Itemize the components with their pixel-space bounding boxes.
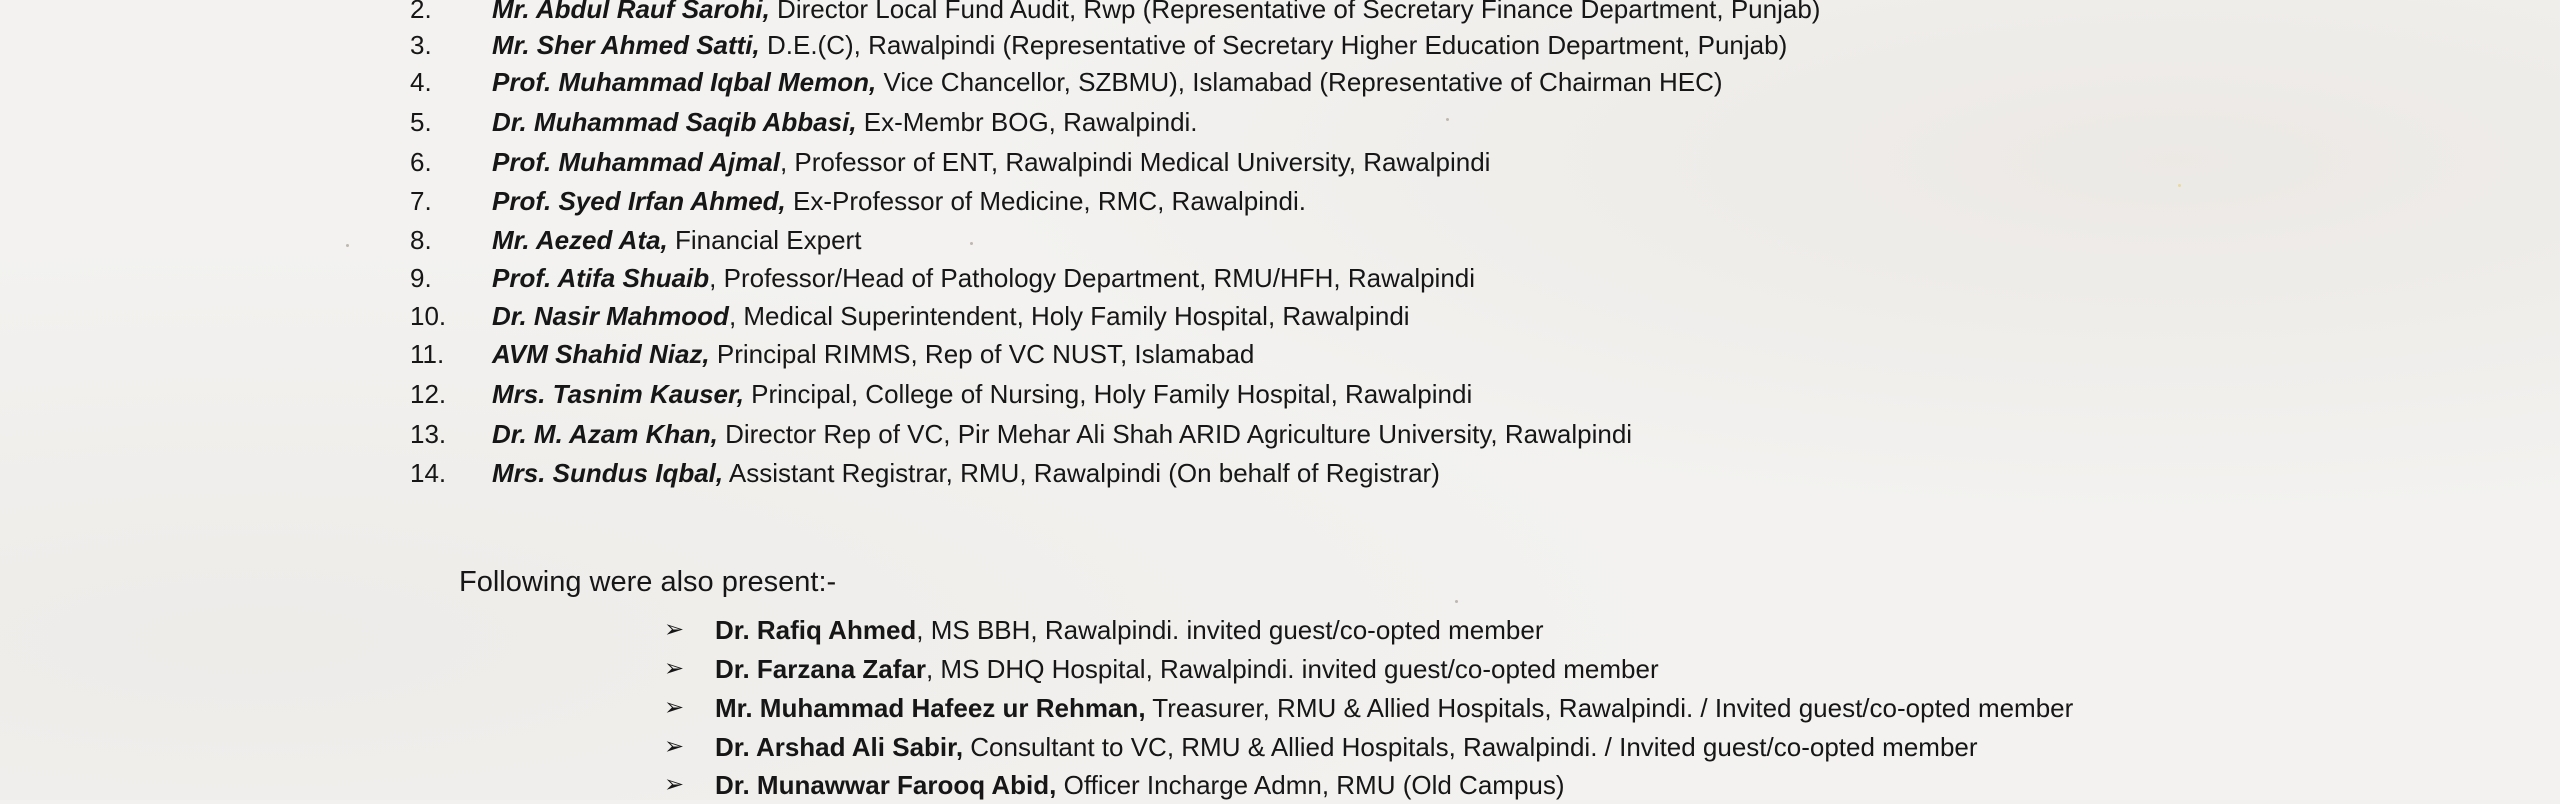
member-description: Financial Expert (667, 225, 862, 255)
present-entry (715, 728, 1978, 766)
member-name: Prof. Atifa Shuaib (492, 263, 710, 293)
present-description: Treasurer, RMU & Allied Hospitals, Rawalpindi. / Invited guest/co-opted member (1145, 693, 2074, 723)
member-entry (492, 416, 1632, 452)
present-description: Consultant to VC, RMU & Allied Hospitals, Rawalpindi. / Invited guest/co-opted member (963, 732, 1978, 762)
present-name: Dr. Farzana Zafar (715, 654, 926, 684)
arrow-bullet-icon: ➢ (664, 771, 685, 798)
member-name: Mrs. Sundus Iqbal, (492, 458, 724, 488)
member-description: Ex-Membr BOG, Rawalpindi. (856, 107, 1198, 137)
member-description: Director Local Fund Audit, Rwp (Representative of Secretary Finance Department, Punjab) (769, 0, 1821, 24)
member-row (0, 104, 2560, 140)
member-description: D.E.(C), Rawalpindi (Representative of Secretary Higher Education Department, Punjab) (759, 30, 1788, 60)
member-name: Mr. Aezed Ata, (492, 225, 668, 255)
member-name: Prof. Muhammad Iqbal Memon, (492, 67, 877, 97)
arrow-bullet-icon: ➢ (664, 733, 685, 760)
member-number: 6. (410, 147, 432, 177)
member-description: , Professor/Head of Pathology Department, RMU/HFH, Rawalpindi (709, 263, 1476, 293)
member-number: 7. (410, 186, 432, 216)
list-item (0, 650, 2560, 688)
member-description: Principal RIMMS, Rep of VC NUST, Islamabad (709, 339, 1255, 369)
member-name: Prof. Syed Irfan Ahmed, (492, 186, 786, 216)
also-present-heading: Following were also present:- (459, 566, 837, 598)
member-description: , Medical Superintendent, Holy Family Hospital, Rawalpindi (728, 301, 1410, 331)
member-name: Mrs. Tasnim Kauser, (492, 379, 744, 409)
member-name: AVM Shahid Niaz, (492, 339, 710, 369)
member-row (0, 298, 2560, 334)
member-row (0, 376, 2560, 412)
member-entry (492, 376, 1472, 412)
member-row (0, 0, 2560, 27)
member-entry (492, 104, 1198, 140)
member-description: , Professor of ENT, Rawalpindi Medical University, Rawalpindi (779, 147, 1491, 177)
member-entry (492, 260, 1475, 296)
list-item (0, 766, 2560, 804)
member-row (0, 183, 2560, 219)
member-entry (492, 183, 1306, 219)
scan-speck (346, 244, 349, 247)
present-description: , MS BBH, Rawalpindi. invited guest/co-opted member (916, 615, 1544, 645)
member-entry (492, 298, 1410, 334)
member-number: 12. (410, 379, 447, 409)
present-entry (715, 689, 2073, 727)
member-number: 9. (410, 263, 432, 293)
member-number: 11. (410, 339, 445, 369)
member-row (0, 144, 2560, 180)
member-name: Dr. Nasir Mahmood (492, 301, 729, 331)
member-number: 2. (410, 0, 432, 24)
member-entry (492, 336, 1254, 372)
member-entry (492, 455, 1440, 491)
member-row (0, 416, 2560, 452)
member-entry (492, 222, 861, 258)
present-entry (715, 766, 1565, 804)
member-row (0, 336, 2560, 372)
member-name: Prof. Muhammad Ajmal (492, 147, 780, 177)
member-name: Dr. Muhammad Saqib Abbasi, (492, 107, 857, 137)
member-row (0, 260, 2560, 296)
member-name: Dr. M. Azam Khan, (492, 419, 718, 449)
present-name: Dr. Rafiq Ahmed (715, 615, 917, 645)
present-name: Dr. Arshad Ali Sabir, (715, 732, 964, 762)
member-name: Mr. Abdul Rauf Sarohi, (492, 0, 770, 24)
arrow-bullet-icon: ➢ (664, 694, 685, 721)
scan-speck (1455, 600, 1458, 603)
member-entry (492, 144, 1490, 180)
member-number: 14. (410, 458, 447, 488)
present-name: Dr. Munawwar Farooq Abid, (715, 770, 1057, 800)
member-number: 4. (410, 67, 432, 97)
member-description: Assistant Registrar, RMU, Rawalpindi (On behalf of Registrar) (723, 458, 1440, 488)
present-entry (715, 611, 1543, 649)
member-entry (492, 27, 1787, 63)
member-entry (492, 0, 1820, 27)
member-name: Mr. Sher Ahmed Satti, (492, 30, 760, 60)
list-item (0, 728, 2560, 766)
member-description: Vice Chancellor, SZBMU), Islamabad (Representative of Chairman HEC) (876, 67, 1723, 97)
member-number: 8. (410, 225, 432, 255)
list-item (0, 689, 2560, 727)
member-number: 13. (410, 419, 447, 449)
present-description: Officer Incharge Admn, RMU (Old Campus) (1056, 770, 1565, 800)
arrow-bullet-icon: ➢ (664, 616, 685, 643)
member-row (0, 455, 2560, 491)
arrow-bullet-icon: ➢ (664, 655, 685, 682)
member-description: Director Rep of VC, Pir Mehar Ali Shah ARID Agriculture University, Rawalpindi (717, 419, 1633, 449)
scan-speck (970, 242, 973, 245)
member-number: 10. (410, 301, 447, 331)
present-description: , MS DHQ Hospital, Rawalpindi. invited guest/co-opted member (925, 654, 1659, 684)
member-entry (492, 64, 1723, 100)
member-number: 3. (410, 30, 432, 60)
scan-speck (2178, 184, 2181, 187)
member-description: Principal, College of Nursing, Holy Family Hospital, Rawalpindi (743, 379, 1473, 409)
list-item (0, 611, 2560, 649)
present-name: Mr. Muhammad Hafeez ur Rehman, (715, 693, 1146, 723)
scan-speck (1446, 118, 1449, 121)
member-row (0, 64, 2560, 100)
member-description: Ex-Professor of Medicine, RMC, Rawalpindi. (785, 186, 1306, 216)
member-number: 5. (410, 107, 432, 137)
member-row (0, 27, 2560, 63)
present-entry (715, 650, 1659, 688)
member-row (0, 222, 2560, 258)
